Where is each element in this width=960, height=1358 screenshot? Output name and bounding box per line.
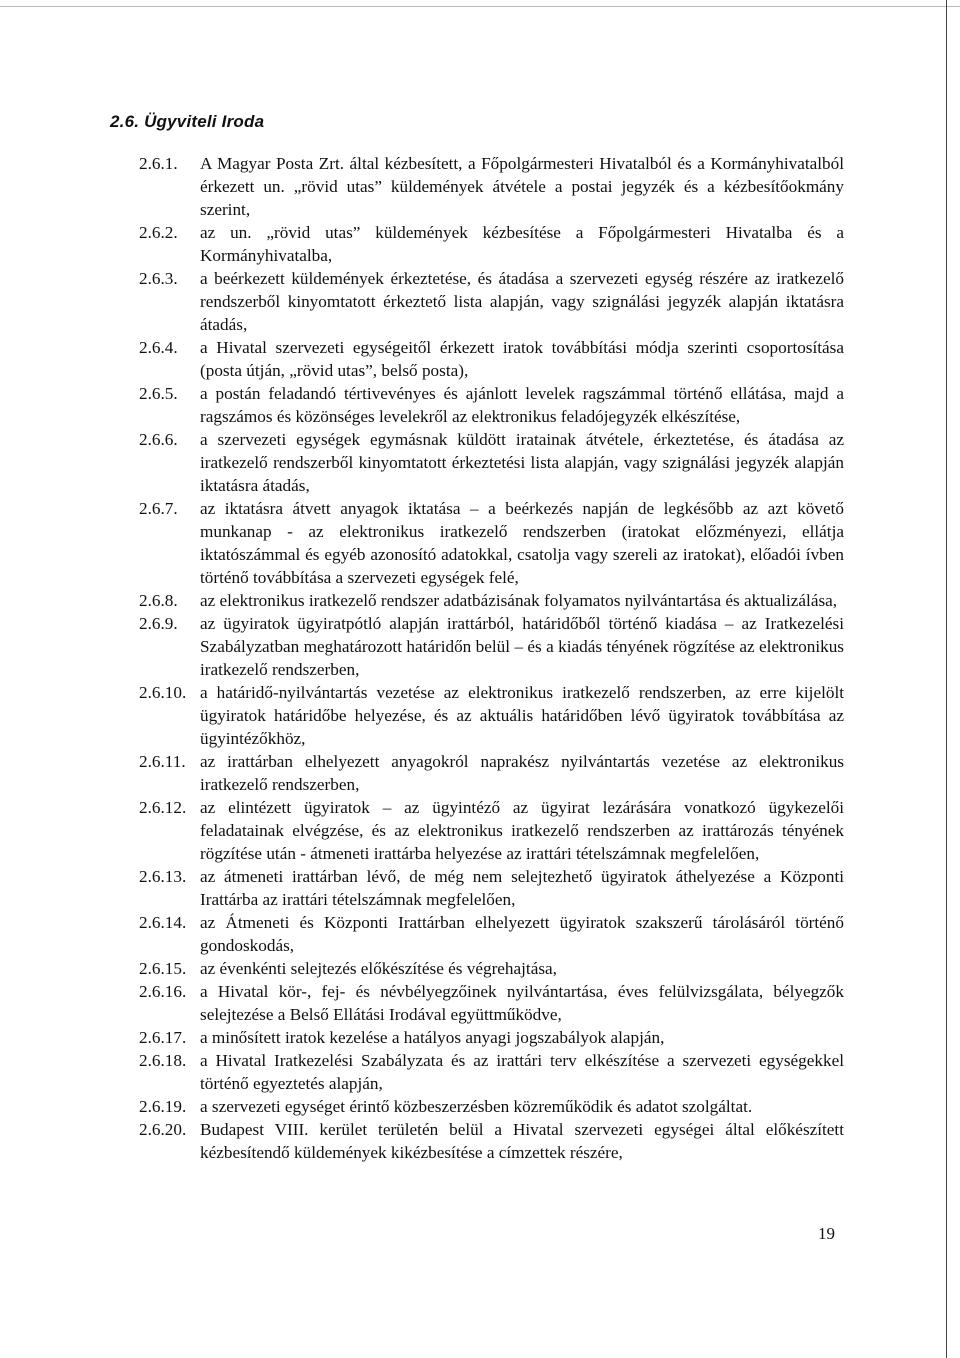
list-item xyxy=(139,221,844,267)
list-item xyxy=(139,1095,844,1118)
item-text: a beérkezett küldemények érkeztetése, és átadása a szervezeti egység részére az iratkezelő rendszerből kinyomtatott érkeztető lista alapján, vagy szignálási jegyzék alapján iktatásra átadás, xyxy=(200,269,844,334)
item-number: 2.6.3. xyxy=(139,269,178,288)
item-text: az elektronikus iratkezelő rendszer adatbázisának folyamatos nyilvántartása és aktualizálása, xyxy=(200,591,838,610)
item-text: a szervezeti egységek egymásnak küldött iratainak átvétele, érkeztetése, és átadása az iratkezelő rendszerből kinyomtatott érkeztetési lista alapján, vagy szignálási jegyzék alapján iktatásra átadás, xyxy=(200,430,844,495)
page-number: 19 xyxy=(818,1224,835,1243)
item-text: a Hivatal Iratkezelési Szabályzata és az irattári terv elkészítése a szervezeti egységekkel történő egyeztetés alapján, xyxy=(200,1051,844,1093)
item-text: A Magyar Posta Zrt. által kézbesített, a Főpolgármesteri Hivatalból és a Kormányhivatalból érkezett un. „rövid utas” küldemények átvétele a postai jegyzék és a kézbesítőokmány szerint, xyxy=(200,154,844,219)
item-number: 2.6.16. xyxy=(139,982,187,1001)
list-item xyxy=(139,1118,844,1164)
item-number: 2.6.14. xyxy=(139,913,187,932)
item-number: 2.6.18. xyxy=(139,1051,187,1070)
item-text: a Hivatal kör-, fej- és névbélyegzőinek nyilvántartása, éves felülvizsgálata, bélyegzők selejtezése a Belső Ellátási Irodával együttműködve, xyxy=(200,982,844,1024)
item-text: az ügyiratok ügyiratpótló alapján irattárból, határidőből történő kiadása – az Iratkezelési Szabályzatban meghatározott határidőn belül – és a kiadás tényének rögzítése az elektronikus iratkezelő rendszerben, xyxy=(200,614,844,679)
item-number: 2.6.10. xyxy=(139,683,187,702)
section-title: 2.6. Ügyviteli Iroda xyxy=(110,112,265,131)
item-text: a minősített iratok kezelése a hatályos anyagi jogszabályok alapján, xyxy=(200,1028,665,1047)
item-number: 2.6.2. xyxy=(139,223,178,242)
scan-right-edge xyxy=(946,0,947,1358)
list-item xyxy=(139,589,844,612)
list-item xyxy=(139,382,844,428)
list-item xyxy=(139,911,844,957)
list-item xyxy=(139,612,844,681)
item-text: Budapest VIII. kerület területén belül a Hivatal szervezeti egységei által előkészített kézbesítendő küldemények kikézbesítése a címzettek részére, xyxy=(200,1120,844,1162)
item-number: 2.6.4. xyxy=(139,338,178,357)
item-text: a Hivatal szervezeti egységeitől érkezett iratok továbbítási módja szerinti csoportosítása (posta útján, „rövid utas”, belső posta), xyxy=(200,338,844,380)
item-list xyxy=(139,152,844,1164)
item-text: az irattárban elhelyezett anyagokról naprakész nyilvántartás vezetése az elektronikus iratkezelő rendszerben, xyxy=(200,752,844,794)
item-number: 2.6.15. xyxy=(139,959,187,978)
item-number: 2.6.1. xyxy=(139,154,178,173)
list-item xyxy=(139,1026,844,1049)
item-text: a postán feladandó tértivevényes és ajánlott levelek ragszámmal történő ellátása, majd a ragszámos és közönséges levelekről az elektronikus feladójegyzék elkészítése, xyxy=(200,384,844,426)
item-text: a határidő-nyilvántartás vezetése az elektronikus iratkezelő rendszerben, az erre kijelölt ügyiratok határidőbe helyezése, és az aktuális határidőben lévő ügyiratok továbbítása az ügyintézőkhöz, xyxy=(200,683,844,748)
list-item xyxy=(139,865,844,911)
item-number: 2.6.12. xyxy=(139,798,187,817)
item-text: az átmeneti irattárban lévő, de még nem selejtezhető ügyiratok áthelyezése a Központi Irattárba az irattári tételszámnak megfelelően, xyxy=(200,867,844,909)
list-item xyxy=(139,1049,844,1095)
item-number: 2.6.20. xyxy=(139,1120,187,1139)
list-item xyxy=(139,796,844,865)
item-number: 2.6.5. xyxy=(139,384,178,403)
item-number: 2.6.9. xyxy=(139,614,178,633)
item-number: 2.6.8. xyxy=(139,591,178,610)
item-text: a szervezeti egységet érintő közbeszerzésben közreműködik és adatot szolgáltat. xyxy=(200,1097,753,1116)
item-text: az iktatásra átvett anyagok iktatása – a beérkezés napján de legkésőbb az azt követő munkanap - az elektronikus iratkezelő rendszerben (iratokat előzményezi, ellátja iktatószámmal és egyéb azonosító adatokkal, csatolja vagy szereli az iratokat), előadói ívben történő továbbítása a szervezeti egységek felé, xyxy=(200,499,844,587)
list-item xyxy=(139,497,844,589)
list-item xyxy=(139,980,844,1026)
list-item xyxy=(139,681,844,750)
item-number: 2.6.17. xyxy=(139,1028,187,1047)
list-item xyxy=(139,428,844,497)
list-item xyxy=(139,750,844,796)
list-item xyxy=(139,957,844,980)
item-number: 2.6.6. xyxy=(139,430,178,449)
item-text: az Átmeneti és Központi Irattárban elhelyezett ügyiratok szakszerű tárolásáról történő gondoskodás, xyxy=(200,913,844,955)
list-item xyxy=(139,336,844,382)
item-number: 2.6.13. xyxy=(139,867,187,886)
item-number: 2.6.7. xyxy=(139,499,178,518)
item-text: az évenkénti selejtezés előkészítése és végrehajtása, xyxy=(200,959,557,978)
list-item xyxy=(139,152,844,221)
item-text: az un. „rövid utas” küldemények kézbesítése a Főpolgármesteri Hivatalba és a Kormányhivatalba, xyxy=(200,223,844,265)
list-item xyxy=(139,267,844,336)
scan-top-edge xyxy=(0,6,960,7)
item-number: 2.6.19. xyxy=(139,1097,187,1116)
item-text: az elintézett ügyiratok – az ügyintéző az ügyirat lezárására vonatkozó ügykezelői feladatainak elvégzése, és az elektronikus iratkezelő rendszerben az irattározás tényének rögzítése után - átmeneti irattárba helyezése az irattári tételszámnak megfelelően, xyxy=(200,798,844,863)
item-number: 2.6.11. xyxy=(139,752,186,771)
